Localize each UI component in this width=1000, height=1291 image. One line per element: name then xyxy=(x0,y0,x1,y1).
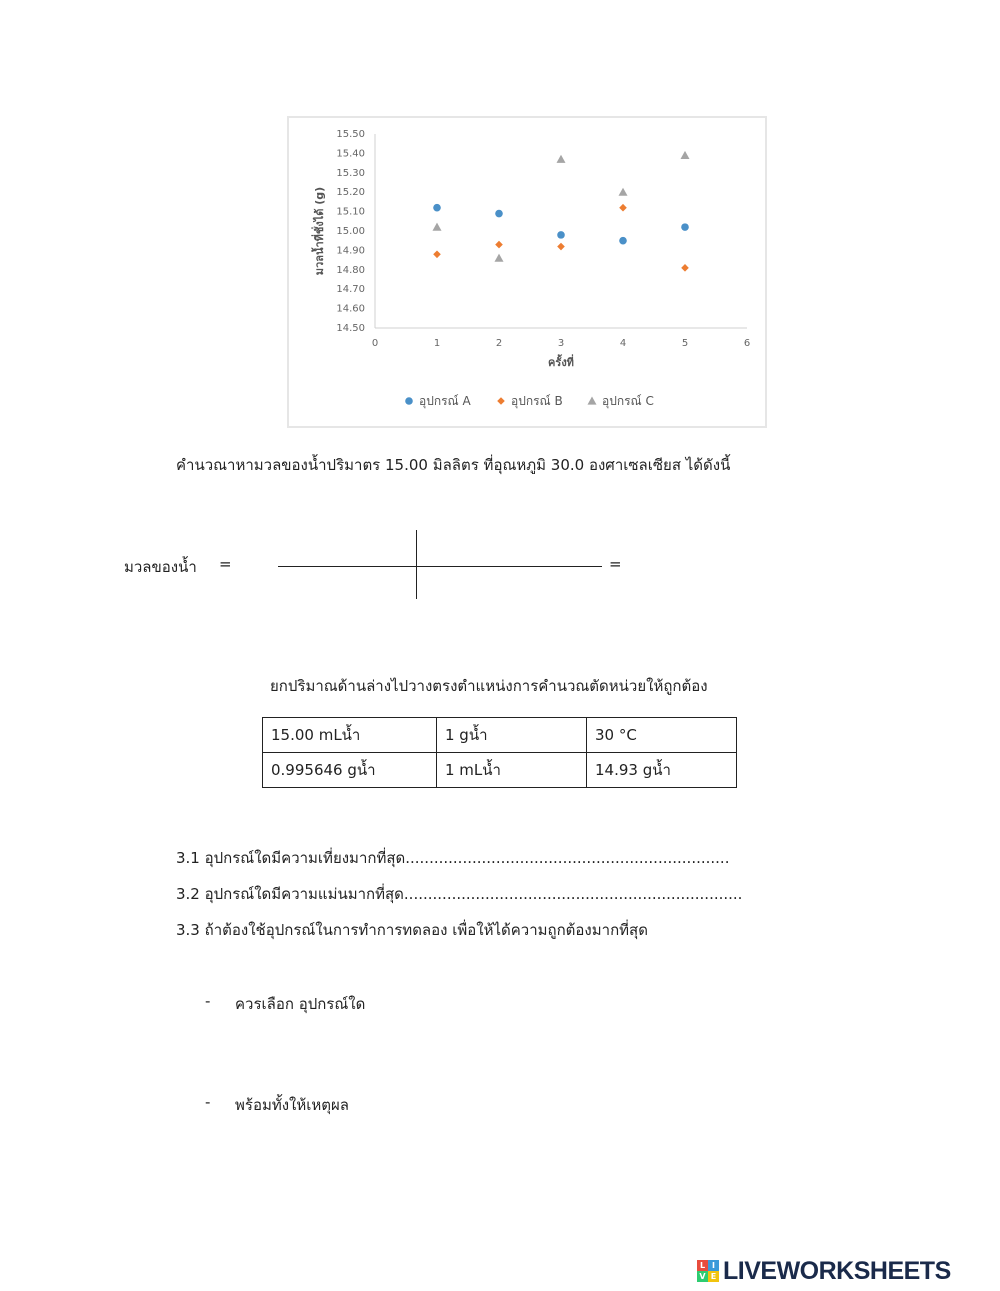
legend-entry: อุปกรณ์ A xyxy=(419,394,471,408)
logo-letter: L xyxy=(697,1260,708,1271)
data-point xyxy=(433,250,441,258)
y-tick-label: 14.90 xyxy=(336,245,365,257)
bullet-give-reason: พร้อมทั้งให้เหตุผล xyxy=(235,1096,350,1114)
y-tick-label: 15.40 xyxy=(336,148,365,160)
calculation-instruction: คำนวณาหามวลของน้ำปริมาตร 15.00 มิลลิตร ที่อุณหภูมิ 30.0 องศาเซลเซียส ได้ดังนี้ xyxy=(176,456,731,474)
table-row xyxy=(263,753,737,788)
equation-label: มวลของน้ำ xyxy=(124,558,197,576)
y-tick-label: 15.50 xyxy=(336,129,365,140)
question-3-3: 3.3 ถ้าต้องใช้อุปกรณ์ในการทำการทดลอง เพื่อให้ได้ความถูกต้องมากที่สุด xyxy=(176,921,648,939)
draggable-quantity[interactable]: 0.995646 gน้ำ xyxy=(263,753,437,788)
answer-field-3-2[interactable] xyxy=(414,878,714,902)
data-point xyxy=(495,210,503,218)
logo-letter: E xyxy=(708,1271,719,1282)
drop-zone-numerator-right[interactable] xyxy=(419,532,599,564)
answer-drop-zone[interactable] xyxy=(630,550,750,580)
data-point xyxy=(557,231,565,239)
y-tick-label: 14.50 xyxy=(336,323,365,334)
drag-instruction: ยกปริมาณด้านล่างไปวางตรงตำแหน่งการคำนวณตัดหน่วยให้ถูกต้อง xyxy=(270,677,708,695)
draggable-quantity[interactable]: 14.93 gน้ำ xyxy=(587,753,737,788)
data-point xyxy=(433,204,441,212)
y-tick-label: 15.00 xyxy=(336,226,365,237)
answer-field-3-1[interactable] xyxy=(418,842,700,866)
scatter-chart xyxy=(287,116,767,428)
x-tick-label: 6 xyxy=(743,338,751,349)
x-tick-label: 3 xyxy=(557,338,565,349)
drop-zone-denominator-right[interactable] xyxy=(419,569,599,599)
data-point xyxy=(619,237,627,245)
equals-sign-left: = xyxy=(219,555,232,573)
data-point xyxy=(495,254,504,262)
x-tick-label: 4 xyxy=(619,338,627,349)
data-point xyxy=(433,223,442,231)
draggable-quantity[interactable]: 15.00 mLน้ำ xyxy=(263,718,437,753)
legend-marker xyxy=(405,397,413,405)
x-axis-label: ครั้งที่ xyxy=(548,356,574,369)
x-tick-label: 2 xyxy=(495,338,503,349)
data-point xyxy=(681,264,689,272)
logo-icon xyxy=(697,1260,719,1282)
equals-sign-right: = xyxy=(609,555,622,573)
data-point xyxy=(681,151,690,159)
answer-field-device[interactable] xyxy=(380,988,680,1014)
draggable-quantity[interactable]: 1 mLน้ำ xyxy=(437,753,587,788)
bullet-dash: - xyxy=(205,1093,211,1111)
y-tick-label: 15.10 xyxy=(336,206,365,218)
chart-svg xyxy=(289,118,765,426)
draggable-quantity[interactable]: 1 gน้ำ xyxy=(437,718,587,753)
draggable-quantity[interactable]: 30 °C xyxy=(587,718,737,753)
x-tick-label: 5 xyxy=(681,338,689,349)
question-3-1: 3.1 อุปกรณ์ใดมีความเที่ยงมากที่สุด.................................................................... xyxy=(176,849,730,867)
data-point xyxy=(557,243,565,251)
drop-zone-denominator-left[interactable] xyxy=(280,569,414,599)
y-tick-label: 14.60 xyxy=(336,303,365,315)
answer-field-reason[interactable] xyxy=(368,1089,768,1115)
fraction-divider xyxy=(416,530,417,599)
bullet-choose-device: ควรเลือก อุปกรณ์ใด xyxy=(235,995,366,1013)
x-tick-label: 0 xyxy=(371,338,379,349)
data-point xyxy=(495,241,503,249)
legend-marker xyxy=(588,397,597,405)
table-row xyxy=(263,718,737,753)
legend-marker xyxy=(497,397,505,405)
data-point xyxy=(619,188,628,196)
logo-text: LIVEWORKSHEETS xyxy=(723,1256,951,1285)
legend-entry: อุปกรณ์ C xyxy=(602,394,654,408)
y-tick-label: 15.20 xyxy=(336,187,365,199)
question-3-2: 3.2 อุปกรณ์ใดมีความแม่นมากที่สุด....................................................................... xyxy=(176,885,743,903)
x-tick-label: 1 xyxy=(433,338,441,349)
quantity-table xyxy=(262,717,737,788)
legend-entry: อุปกรณ์ B xyxy=(511,394,563,408)
data-point xyxy=(619,204,627,212)
data-point xyxy=(681,223,689,231)
logo-letter: I xyxy=(708,1260,719,1271)
y-tick-label: 15.30 xyxy=(336,167,365,179)
liveworksheets-logo xyxy=(697,1256,951,1286)
y-tick-label: 14.80 xyxy=(336,264,365,276)
y-tick-label: 14.70 xyxy=(336,284,365,296)
y-axis-label: มวลน้ำที่ชั่งได้ (g) xyxy=(313,186,326,276)
drop-zone-numerator-left[interactable] xyxy=(280,532,414,564)
fraction-line xyxy=(278,566,602,567)
data-point xyxy=(557,155,566,163)
bullet-dash: - xyxy=(205,992,211,1010)
logo-letter: V xyxy=(697,1271,708,1282)
